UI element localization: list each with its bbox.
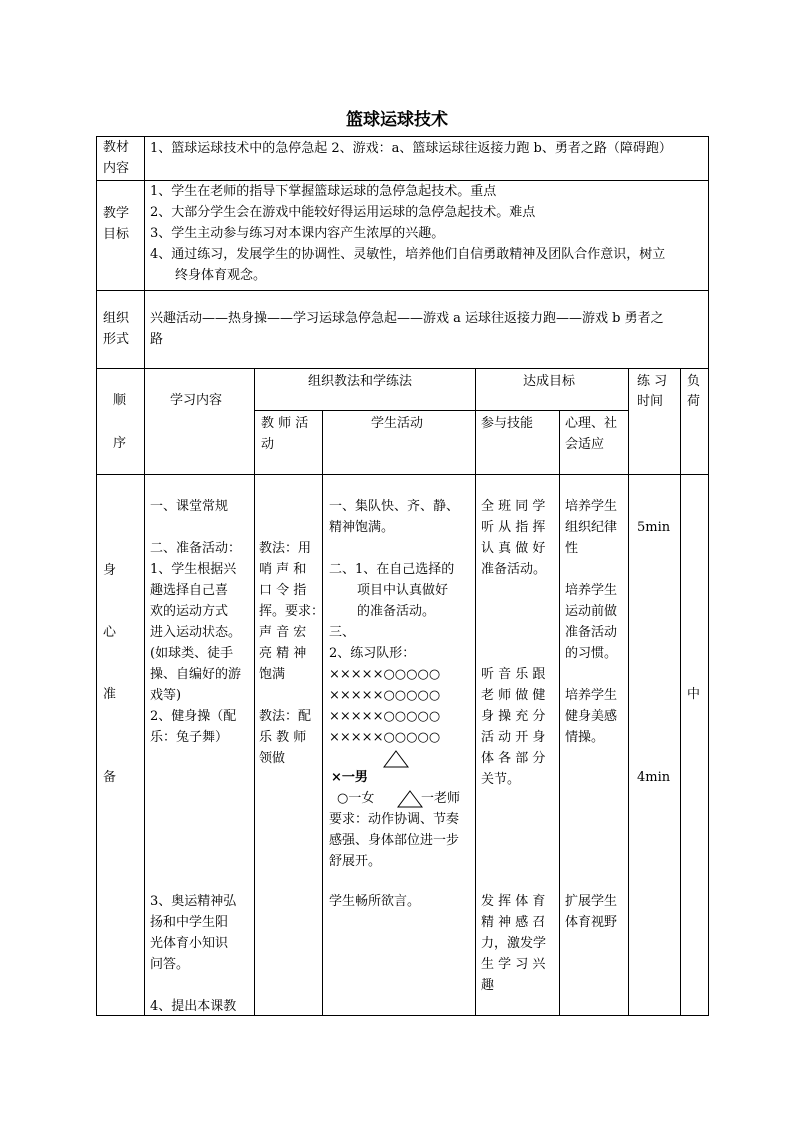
- formation-row: ×××××○○○○○: [329, 688, 441, 703]
- legend-teacher-triangle-icon: [397, 790, 423, 808]
- legend-teacher: 一老师: [421, 791, 461, 806]
- section-load: 中: [687, 687, 701, 702]
- formation-row: ×××××○○○○○: [329, 709, 441, 724]
- legend-female: ○一女: [337, 791, 375, 806]
- goal-item: 终身体育观念。: [175, 268, 267, 283]
- header-content: 学习内容: [170, 393, 223, 408]
- header-goal: 达成目标: [523, 374, 576, 389]
- formation-row: ×××××○○○○○: [329, 667, 441, 682]
- header-skill: 参与技能: [481, 416, 534, 431]
- header-method: 组织教法和学练法: [308, 374, 413, 389]
- formation-row: ×××××○○○○○: [329, 730, 441, 745]
- legend-male: ×一男: [331, 770, 368, 785]
- page-title: 篮球运球技术: [346, 110, 448, 130]
- goal-item: 2、大部分学生会在游戏中能较好得运用运球的急停急起技术。难点: [150, 205, 536, 220]
- teacher-triangle-icon: [383, 750, 409, 768]
- header-student: 学生活动: [371, 416, 424, 431]
- goal-item: 1、学生在老师的指导下掌握篮球运球的急停急起技术。重点: [150, 184, 497, 199]
- goal-item: 4、通过练习，发展学生的协调性、灵敏性，培养他们自信勇敢精神及团队合作意识，树立: [150, 247, 666, 262]
- material-content: 1、篮球运球技术中的急停急起 2、游戏：a、篮球运球往返接力跑 b、勇者之路（障碍跑）: [150, 141, 672, 156]
- goal-item: 3、学生主动参与练习对本课内容产生浓厚的兴趣。: [150, 226, 445, 241]
